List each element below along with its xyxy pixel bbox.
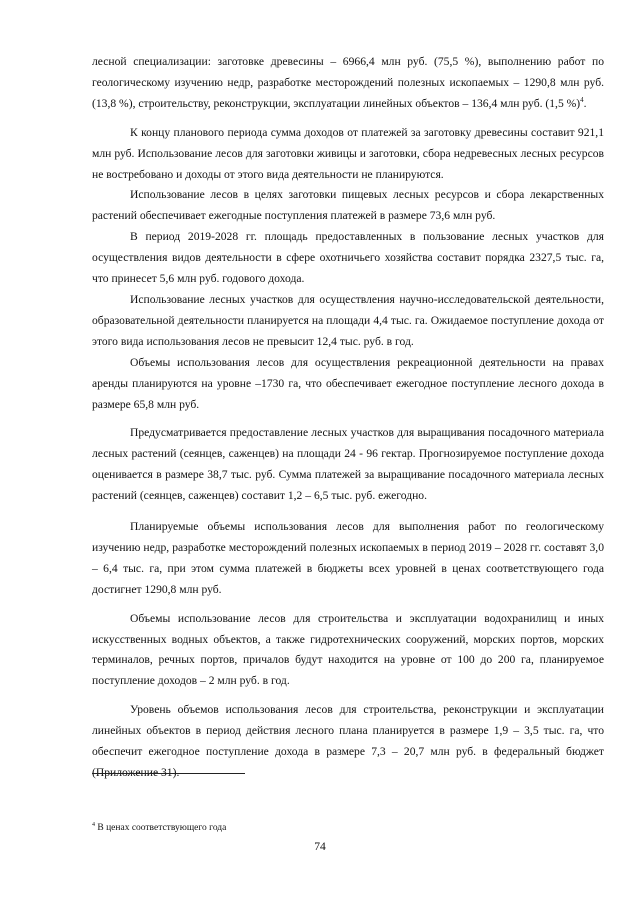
paragraph-timber-revenue: К концу планового периода сумма доходов от платежей за заготовку древесины составит 921,1 млн руб. Использование лесов для заготовки живицы и заготовки, сбора недревесных лесных ресурсов не востребовано и доходы от этого вида деятельности не планируются. (92, 125, 604, 181)
footnote-reference[interactable]: 4 (580, 95, 584, 104)
footnote (92, 822, 226, 834)
paragraph-recreation: Объемы использования лесов для осуществления рекреационной деятельности на правах аренды планируются на уровне –1730 га, что обеспечивает ежегодное поступление лесного дохода в размере 65,8 млн руб. (92, 355, 604, 411)
paragraph-hunting: В период 2019-2028 гг. площадь предоставленных в пользование лесных участков для осуществления видов деятельности в сфере охотничьего хозяйства составит порядка 2327,5 тыс. га, что принесет 5,6 млн руб. годового дохода. (92, 230, 604, 286)
footnote-divider (92, 773, 245, 774)
footnote-text: В ценах соответствующего года (97, 823, 227, 833)
paragraph-seedlings: Предусматривается предоставление лесных участков для выращивания посадочного материала лесных растений (сеянцев, саженцев) на площади 24 - 96 гектар. Прогнозируемое поступление дохода оценивается в размере 38,7 тыс. руб. Сумма платежей за выращивание посадочного материала лесных растений (сеянцев, саженцев) составит 1,2 – 6,5 тыс. руб. ежегодно. (92, 426, 604, 503)
body-text (92, 52, 604, 784)
paragraph-geology: Планируемые объемы использования лесов для выполнения работ по геологическому изучению недр, разработке месторождений полезных ископаемых в период 2019 – 2028 гг. составят 3,0 – 6,4 тыс. га, при этом сумма платежей в бюджеты всех уровней в ценах соответствующего года достигнет 1290,8 млн руб. (92, 520, 604, 596)
paragraph-research: Использование лесных участков для осуществления научно-исследовательской деятельности, образовательной деятельности планируется на площади 4,4 тыс. га. Ожидаемое поступление дохода от этого вида использования лесов не превысит 12,4 тыс. руб. в год. (92, 292, 604, 348)
paragraph-linear-objects: Уровень объемов использования лесов для строительства, реконструкции и эксплуатации линейных объектов в период действия лесного плана планируется в размере 1,9 – 3,5 тыс. га, что обеспечит ежегодное поступление дохода в размере 7,3 – 20,7 млн руб. в федеральный бюджет (Приложение 31). (92, 703, 604, 779)
paragraph-continuation: лесной специализации: заготовке древесины – 6966,4 млн руб. (75,5 %), выполнению работ по геологическому изучению недр, разработке месторождений полезных ископаемых – 1290,8 млн руб. (13,8 %), строительству, реконструкции, эксплуатации линейных объектов – 136,4 млн руб. (1,5 %)$^4$. (92, 55, 604, 110)
footnote-marker: 4 (92, 821, 95, 828)
page-number: 74 (314, 840, 326, 853)
paragraph-reservoirs: Объемы использование лесов для строительства и эксплуатации водохранилищ и иных искусственных водных объектов, а также гидротехнических сооружений, морских портов, морских терминалов, речных портов, причалов будут находится на уровне от 100 до 200 га, планируемое поступление доходов – 2 млн руб. в год. (92, 611, 604, 688)
paragraph-food-resources: Использование лесов в целях заготовки пищевых лесных ресурсов и сбора лекарственных растений обеспечивает ежегодные поступления платежей в размере 73,6 млн руб. (92, 188, 604, 223)
